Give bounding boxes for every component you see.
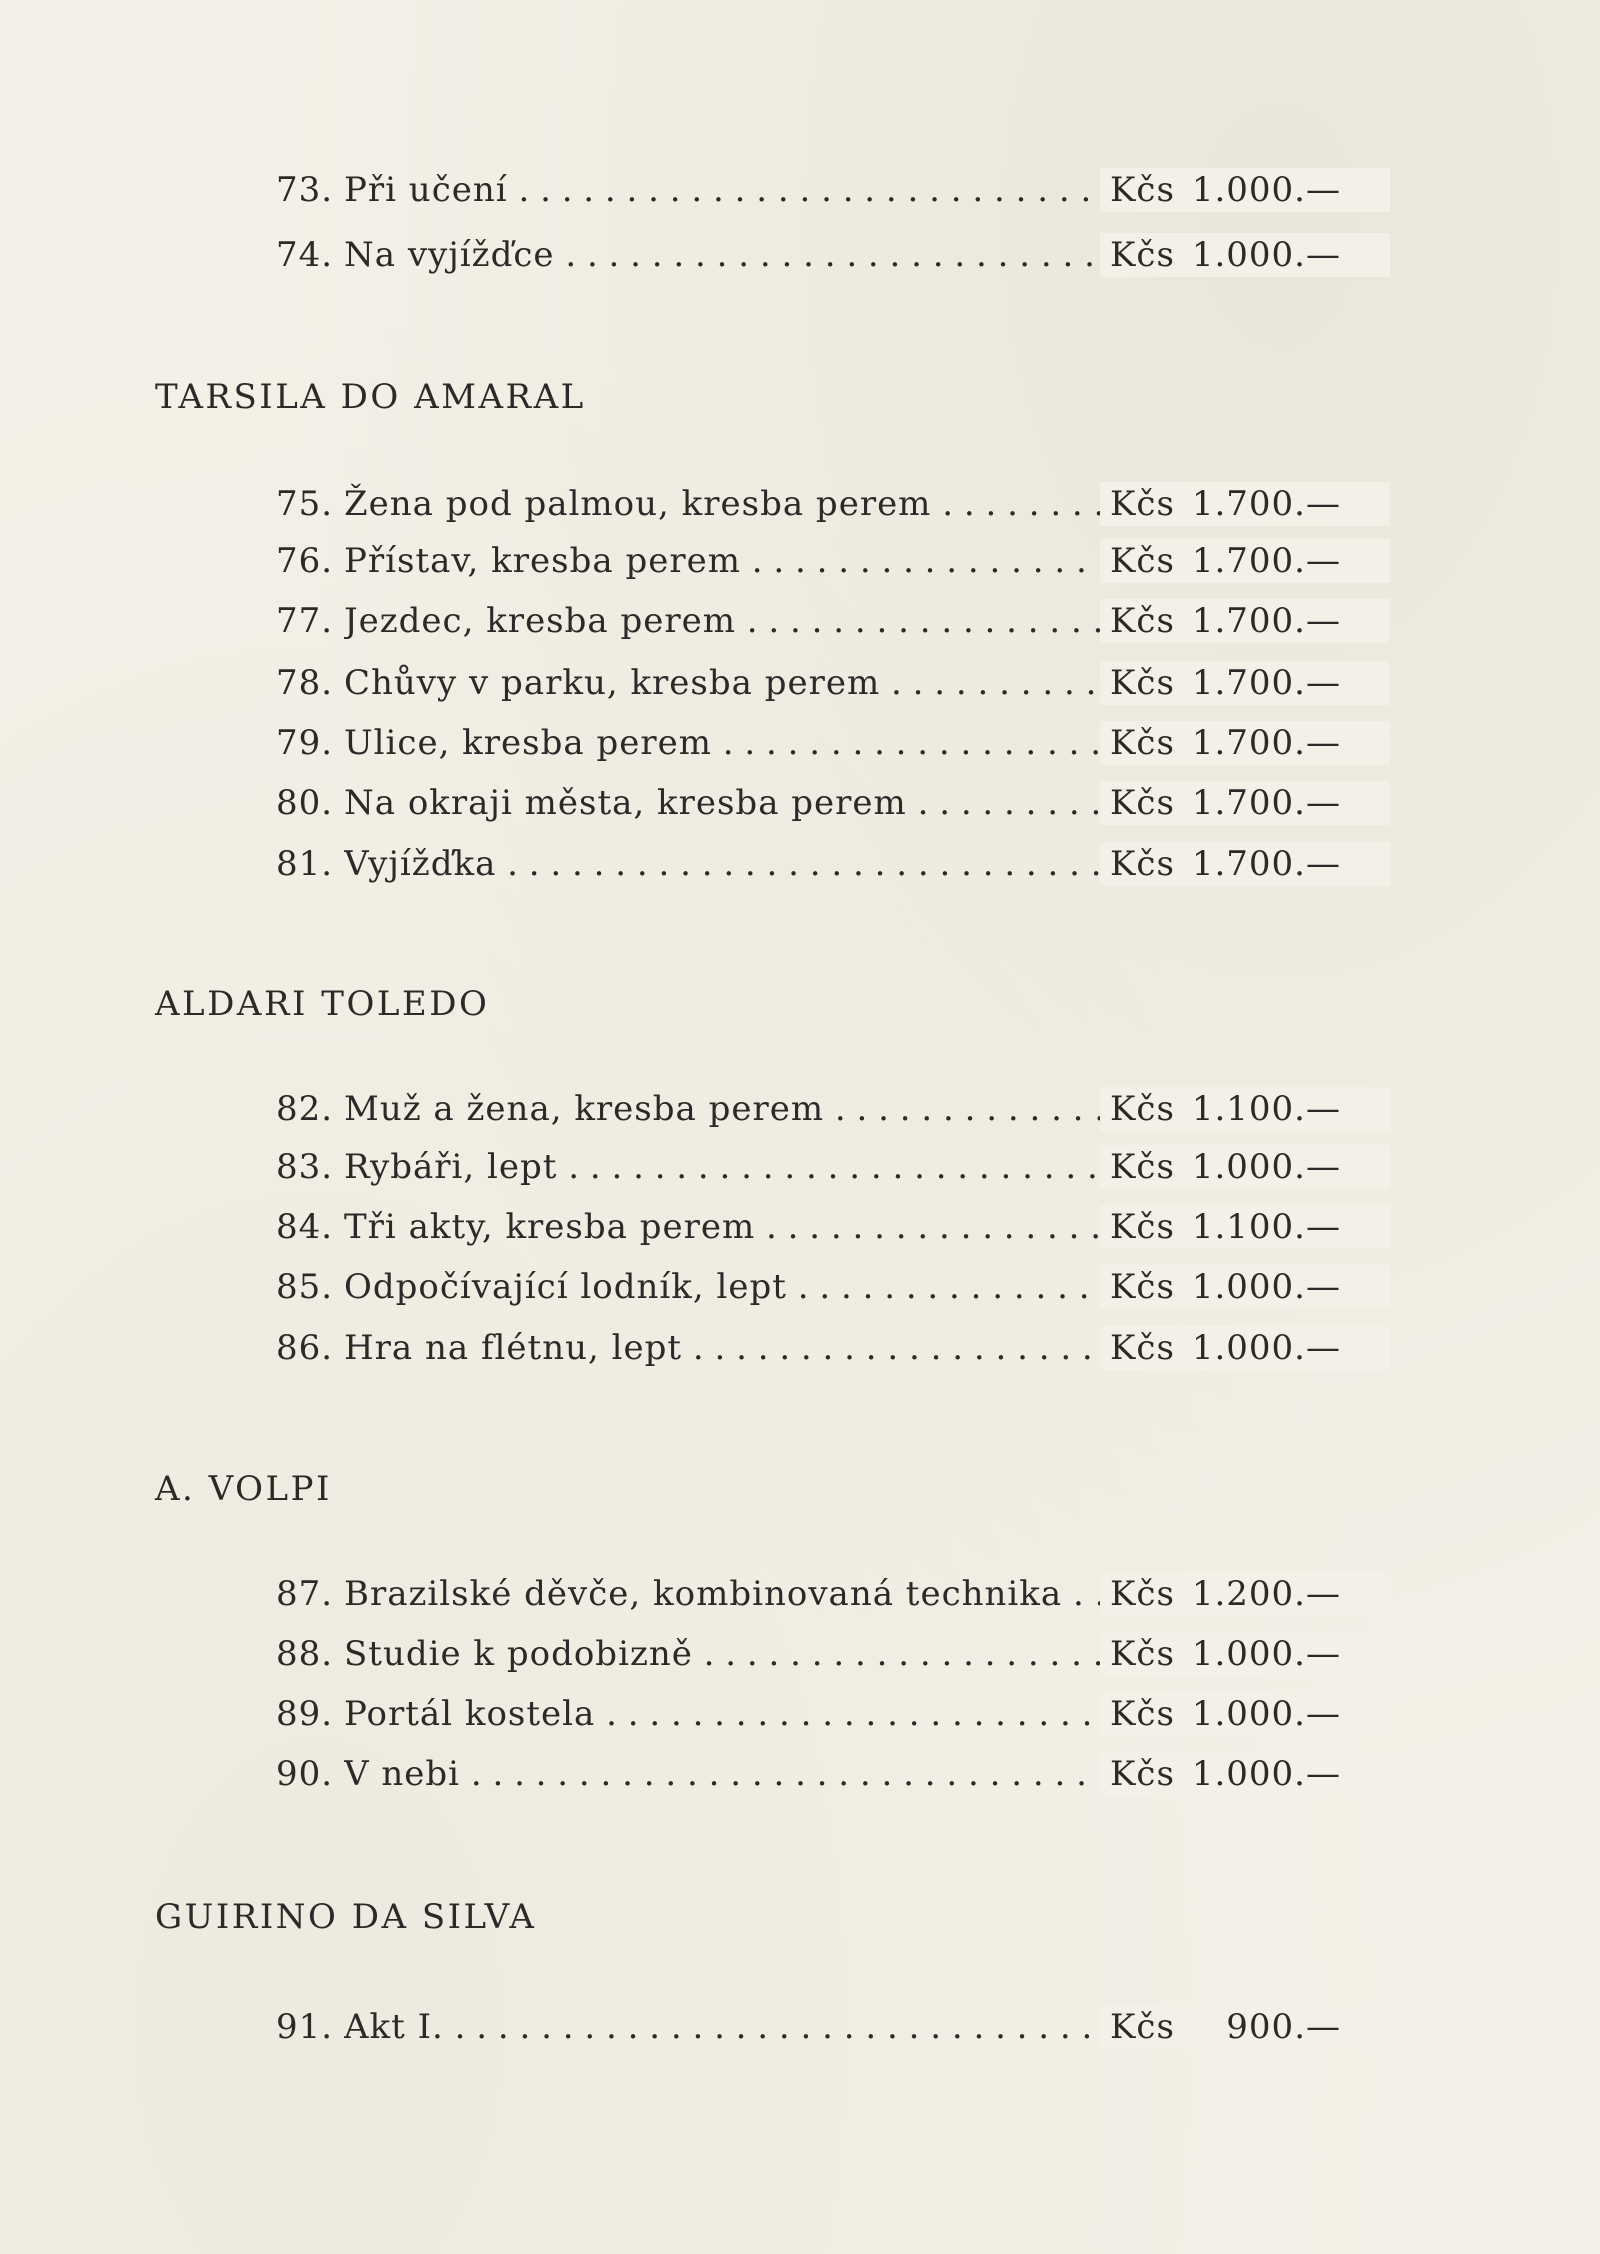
currency-label: Kčs bbox=[1110, 783, 1175, 823]
price-dash: — bbox=[1306, 484, 1341, 524]
price-amount: 1.700. bbox=[1191, 541, 1306, 581]
catalog-entry bbox=[276, 2005, 1376, 2049]
price-amount: 1.700. bbox=[1191, 844, 1306, 884]
entry-price bbox=[1100, 721, 1390, 765]
entry-price bbox=[1100, 1205, 1390, 1249]
entry-price bbox=[1100, 1692, 1390, 1736]
entry-number: 77. bbox=[276, 601, 334, 641]
artist-heading: A. VOLPI bbox=[155, 1469, 332, 1509]
price-dash: — bbox=[1306, 1089, 1341, 1129]
price-amount: 1.000. bbox=[1191, 170, 1306, 210]
currency-label: Kčs bbox=[1110, 723, 1175, 763]
currency-label: Kčs bbox=[1110, 1207, 1175, 1247]
entry-number: 73. bbox=[276, 170, 334, 210]
price-amount: 1.000. bbox=[1191, 1147, 1306, 1187]
entry-price bbox=[1100, 1265, 1390, 1309]
entry-number: 80. bbox=[276, 783, 334, 823]
price-amount: 1.700. bbox=[1191, 663, 1306, 703]
catalog-entry bbox=[276, 842, 1376, 886]
catalog-entry bbox=[276, 1265, 1376, 1309]
price-dash: — bbox=[1306, 1267, 1341, 1307]
catalog-entry bbox=[276, 168, 1376, 212]
entry-price bbox=[1100, 539, 1390, 583]
catalog-entry bbox=[276, 661, 1376, 705]
entry-title: Tři akty, kresba perem bbox=[344, 1207, 756, 1247]
price-dash: — bbox=[1306, 1574, 1341, 1614]
entry-title: Přístav, kresba perem bbox=[344, 541, 741, 581]
entry-price bbox=[1100, 1326, 1390, 1370]
currency-label: Kčs bbox=[1110, 1634, 1175, 1674]
entry-title: Rybáři, lept bbox=[344, 1147, 558, 1187]
entry-number: 85. bbox=[276, 1267, 334, 1307]
entry-price bbox=[1100, 1572, 1390, 1616]
price-amount: 1.000. bbox=[1191, 1634, 1306, 1674]
artist-heading: TARSILA DO AMARAL bbox=[155, 377, 586, 417]
entry-title: Studie k podobizně bbox=[344, 1634, 693, 1674]
artist-heading: ALDARI TOLEDO bbox=[155, 984, 490, 1024]
currency-label: Kčs bbox=[1110, 1694, 1175, 1734]
entry-price bbox=[1100, 2005, 1390, 2049]
entry-number: 89. bbox=[276, 1694, 334, 1734]
entry-number: 84. bbox=[276, 1207, 334, 1247]
catalog-entry bbox=[276, 1572, 1376, 1616]
price-amount: 1.700. bbox=[1191, 601, 1306, 641]
price-amount: 1.000. bbox=[1191, 235, 1306, 275]
entry-price bbox=[1100, 1145, 1390, 1189]
entry-title: Jezdec, kresba perem bbox=[344, 601, 736, 641]
entry-number: 74. bbox=[276, 235, 334, 275]
entry-number: 78. bbox=[276, 663, 334, 703]
entry-title: Na vyjížďce bbox=[344, 235, 555, 275]
price-amount: 900. bbox=[1226, 2007, 1306, 2047]
currency-label: Kčs bbox=[1110, 2007, 1175, 2047]
entry-title: Hra na flétnu, lept bbox=[344, 1328, 683, 1368]
currency-label: Kčs bbox=[1110, 235, 1175, 275]
entry-number: 81. bbox=[276, 844, 334, 884]
price-amount: 1.000. bbox=[1191, 1267, 1306, 1307]
currency-label: Kčs bbox=[1110, 663, 1175, 703]
currency-label: Kčs bbox=[1110, 1267, 1175, 1307]
entry-number: 83. bbox=[276, 1147, 334, 1187]
price-dash: — bbox=[1306, 1754, 1341, 1794]
currency-label: Kčs bbox=[1110, 1754, 1175, 1794]
price-amount: 1.100. bbox=[1191, 1089, 1306, 1129]
entry-number: 90. bbox=[276, 1754, 334, 1794]
price-dash: — bbox=[1306, 663, 1341, 703]
entry-title: V nebi bbox=[344, 1754, 461, 1794]
catalog-entry bbox=[276, 1145, 1376, 1189]
currency-label: Kčs bbox=[1110, 1328, 1175, 1368]
currency-label: Kčs bbox=[1110, 844, 1175, 884]
entry-title: Žena pod palmou, kresba perem bbox=[344, 484, 932, 524]
entry-title: Odpočívající lodník, lept bbox=[344, 1267, 787, 1307]
entry-number: 88. bbox=[276, 1634, 334, 1674]
entry-title: Portál kostela bbox=[344, 1694, 596, 1734]
catalog-entry bbox=[276, 1752, 1376, 1796]
catalog-entry bbox=[276, 1326, 1376, 1370]
currency-label: Kčs bbox=[1110, 1574, 1175, 1614]
entry-price bbox=[1100, 168, 1390, 212]
price-amount: 1.700. bbox=[1191, 723, 1306, 763]
price-dash: — bbox=[1306, 1694, 1341, 1734]
entry-price bbox=[1100, 482, 1390, 526]
price-amount: 1.000. bbox=[1191, 1694, 1306, 1734]
entry-price bbox=[1100, 1752, 1390, 1796]
catalog-entry bbox=[276, 482, 1376, 526]
entry-title: Chůvy v parku, kresba perem bbox=[344, 663, 881, 703]
entry-title: Muž a žena, kresba perem bbox=[344, 1089, 825, 1129]
entry-price bbox=[1100, 781, 1390, 825]
entry-title: Ulice, kresba perem bbox=[344, 723, 712, 763]
price-dash: — bbox=[1306, 783, 1341, 823]
entry-title: Na okraji města, kresba perem bbox=[344, 783, 907, 823]
catalog-entry bbox=[276, 781, 1376, 825]
price-amount: 1.000. bbox=[1191, 1328, 1306, 1368]
catalog-entry bbox=[276, 233, 1376, 277]
price-dash: — bbox=[1306, 1634, 1341, 1674]
entry-number: 91. bbox=[276, 2007, 334, 2047]
entry-number: 76. bbox=[276, 541, 334, 581]
catalog-entry bbox=[276, 539, 1376, 583]
entry-title: Vyjížďka bbox=[344, 844, 497, 884]
price-dash: — bbox=[1306, 1207, 1341, 1247]
catalog-entry bbox=[276, 1632, 1376, 1676]
entry-number: 82. bbox=[276, 1089, 334, 1129]
catalog-entry bbox=[276, 721, 1376, 765]
entry-price bbox=[1100, 842, 1390, 886]
catalog-entry bbox=[276, 599, 1376, 643]
price-amount: 1.700. bbox=[1191, 783, 1306, 823]
entry-number: 79. bbox=[276, 723, 334, 763]
currency-label: Kčs bbox=[1110, 541, 1175, 581]
entry-price bbox=[1100, 233, 1390, 277]
currency-label: Kčs bbox=[1110, 601, 1175, 641]
catalog-entry bbox=[276, 1692, 1376, 1736]
catalog-entry bbox=[276, 1205, 1376, 1249]
currency-label: Kčs bbox=[1110, 1089, 1175, 1129]
catalog-entry bbox=[276, 1087, 1376, 1131]
price-dash: — bbox=[1306, 601, 1341, 641]
price-amount: 1.700. bbox=[1191, 484, 1306, 524]
entry-title: Při učení bbox=[344, 170, 508, 210]
entry-price bbox=[1100, 1087, 1390, 1131]
entry-title: Brazilské děvče, kombinovaná technika bbox=[344, 1574, 1063, 1614]
price-dash: — bbox=[1306, 844, 1341, 884]
price-dash: — bbox=[1306, 541, 1341, 581]
price-amount: 1.100. bbox=[1191, 1207, 1306, 1247]
price-dash: — bbox=[1306, 1147, 1341, 1187]
price-dash: — bbox=[1306, 170, 1341, 210]
entry-number: 87. bbox=[276, 1574, 334, 1614]
artist-heading: GUIRINO DA SILVA bbox=[155, 1897, 537, 1937]
currency-label: Kčs bbox=[1110, 1147, 1175, 1187]
price-dash: — bbox=[1306, 723, 1341, 763]
currency-label: Kčs bbox=[1110, 170, 1175, 210]
price-amount: 1.200. bbox=[1191, 1574, 1306, 1614]
entry-price bbox=[1100, 1632, 1390, 1676]
currency-label: Kčs bbox=[1110, 484, 1175, 524]
entry-number: 75. bbox=[276, 484, 334, 524]
entry-title: Akt I. bbox=[344, 2007, 444, 2047]
price-amount: 1.000. bbox=[1191, 1754, 1306, 1794]
entry-number: 86. bbox=[276, 1328, 334, 1368]
price-dash: — bbox=[1306, 2007, 1341, 2047]
price-dash: — bbox=[1306, 235, 1341, 275]
price-dash: — bbox=[1306, 1328, 1341, 1368]
entry-price bbox=[1100, 599, 1390, 643]
entry-price bbox=[1100, 661, 1390, 705]
